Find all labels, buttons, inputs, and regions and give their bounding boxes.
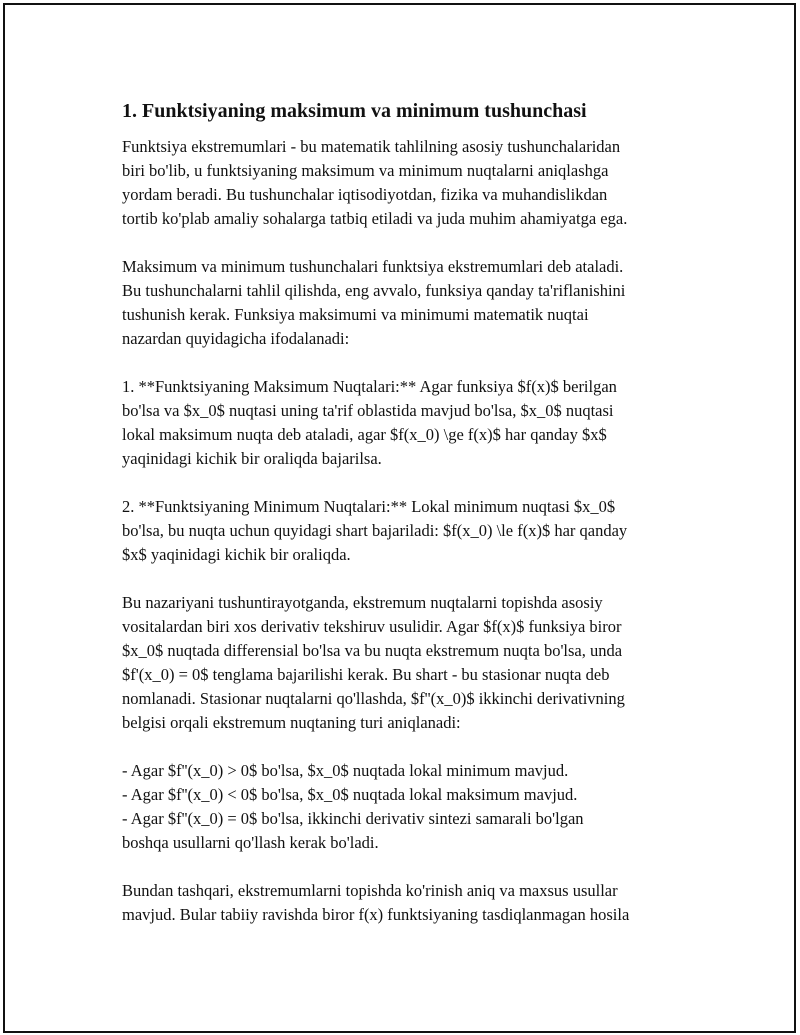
document-body — [122, 97, 707, 951]
text-line: lokal maksimum nuqta deb ataladi, agar $f(x_0) \ge f(x)$ har qanday $x$ — [122, 425, 607, 444]
text-line: 2. **Funktsiyaning Minimum Nuqtalari:** Lokal minimum nuqtasi $x_0$ — [122, 497, 616, 516]
text-line: biri bo'lib, u funktsiyaning maksimum va minimum nuqtalarni aniqlashga — [122, 161, 609, 180]
text-line: belgisi orqali ekstremum nuqtaning turi aniqlanadi: — [122, 713, 461, 732]
text-line: nazardan quyidagicha ifodalanadi: — [122, 329, 350, 348]
paragraph-definitions — [122, 255, 707, 351]
text-line: 1. **Funktsiyaning Maksimum Nuqtalari:** Agar funksiya $f(x)$ berilgan — [122, 377, 617, 396]
text-line: tortib ko'plab amaliy sohalarga tatbiq etiladi va juda muhim ahamiyatga ega. — [122, 209, 628, 228]
paragraph-derivative-test — [122, 591, 707, 735]
text-line: bo'lsa va $x_0$ nuqtasi uning ta'rif oblastida mavjud bo'lsa, $x_0$ nuqtasi — [122, 401, 614, 420]
list-item: - Agar $f''(x_0) < 0$ bo'lsa, $x_0$ nuqtada lokal maksimum mavjud. — [122, 785, 578, 804]
text-line: $x$ yaqinidagi kichik bir oraliqda. — [122, 545, 351, 564]
text-line: Bu tushunchalarni tahlil qilishda, eng avvalo, funksiya qanday ta'riflanishini — [122, 281, 626, 300]
text-line: $x_0$ nuqtada differensial bo'lsa va bu nuqta ekstremum nuqta bo'lsa, unda — [122, 641, 623, 660]
text-line: nomlanadi. Stasionar nuqtalarni qo'llashda, $f''(x_0)$ ikkinchi derivativning — [122, 689, 625, 708]
section-heading: 1. Funktsiyaning maksimum va minimum tushunchasi — [122, 100, 587, 122]
list-item: - Agar $f''(x_0) > 0$ bo'lsa, $x_0$ nuqtada lokal minimum mavjud. — [122, 761, 569, 780]
text-line: $f'(x_0) = 0$ tenglama bajarilishi kerak. Bu shart - bu stasionar nuqta deb — [122, 665, 610, 684]
text-line: Bundan tashqari, ekstremumlarni topishda ko'rinish aniq va maxsus usullar — [122, 881, 618, 900]
text-line: boshqa usullarni qo'llash kerak bo'ladi. — [122, 833, 379, 852]
text-line: bo'lsa, bu nuqta uchun quyidagi shart bajariladi: $f(x_0) \le f(x)$ har qanday — [122, 521, 628, 540]
list-item: - Agar $f''(x_0) = 0$ bo'lsa, ikkinchi derivativ sintezi samarali bo'lgan — [122, 809, 584, 828]
text-line: yordam beradi. Bu tushunchalar iqtisodiyotdan, fizika va muhandislikdan — [122, 185, 608, 204]
text-line: vositalardan biri xos derivativ tekshiruv usulidir. Agar $f(x)$ funksiya biror — [122, 617, 622, 636]
paragraph-intro — [122, 135, 707, 231]
page-frame — [3, 3, 796, 1033]
paragraph-second-derivative-list — [122, 759, 707, 855]
paragraph-other-methods — [122, 879, 707, 927]
text-line: Funktsiya ekstremumlari - bu matematik tahlilning asosiy tushunchalaridan — [122, 137, 621, 156]
text-line: Bu nazariyani tushuntirayotganda, ekstremum nuqtalarni topishda asosiy — [122, 593, 603, 612]
text-line: tushunish kerak. Funksiya maksimumi va minimumi matematik nuqtai — [122, 305, 589, 324]
text-line: mavjud. Bular tabiiy ravishda biror f(x) funktsiyaning tasdiqlanmagan hosila — [122, 905, 630, 924]
paragraph-maximum-points — [122, 375, 707, 471]
paragraph-minimum-points — [122, 495, 707, 567]
text-line: yaqinidagi kichik bir oraliqda bajarilsa. — [122, 449, 382, 468]
text-line: Maksimum va minimum tushunchalari funktsiya ekstremumlari deb ataladi. — [122, 257, 624, 276]
